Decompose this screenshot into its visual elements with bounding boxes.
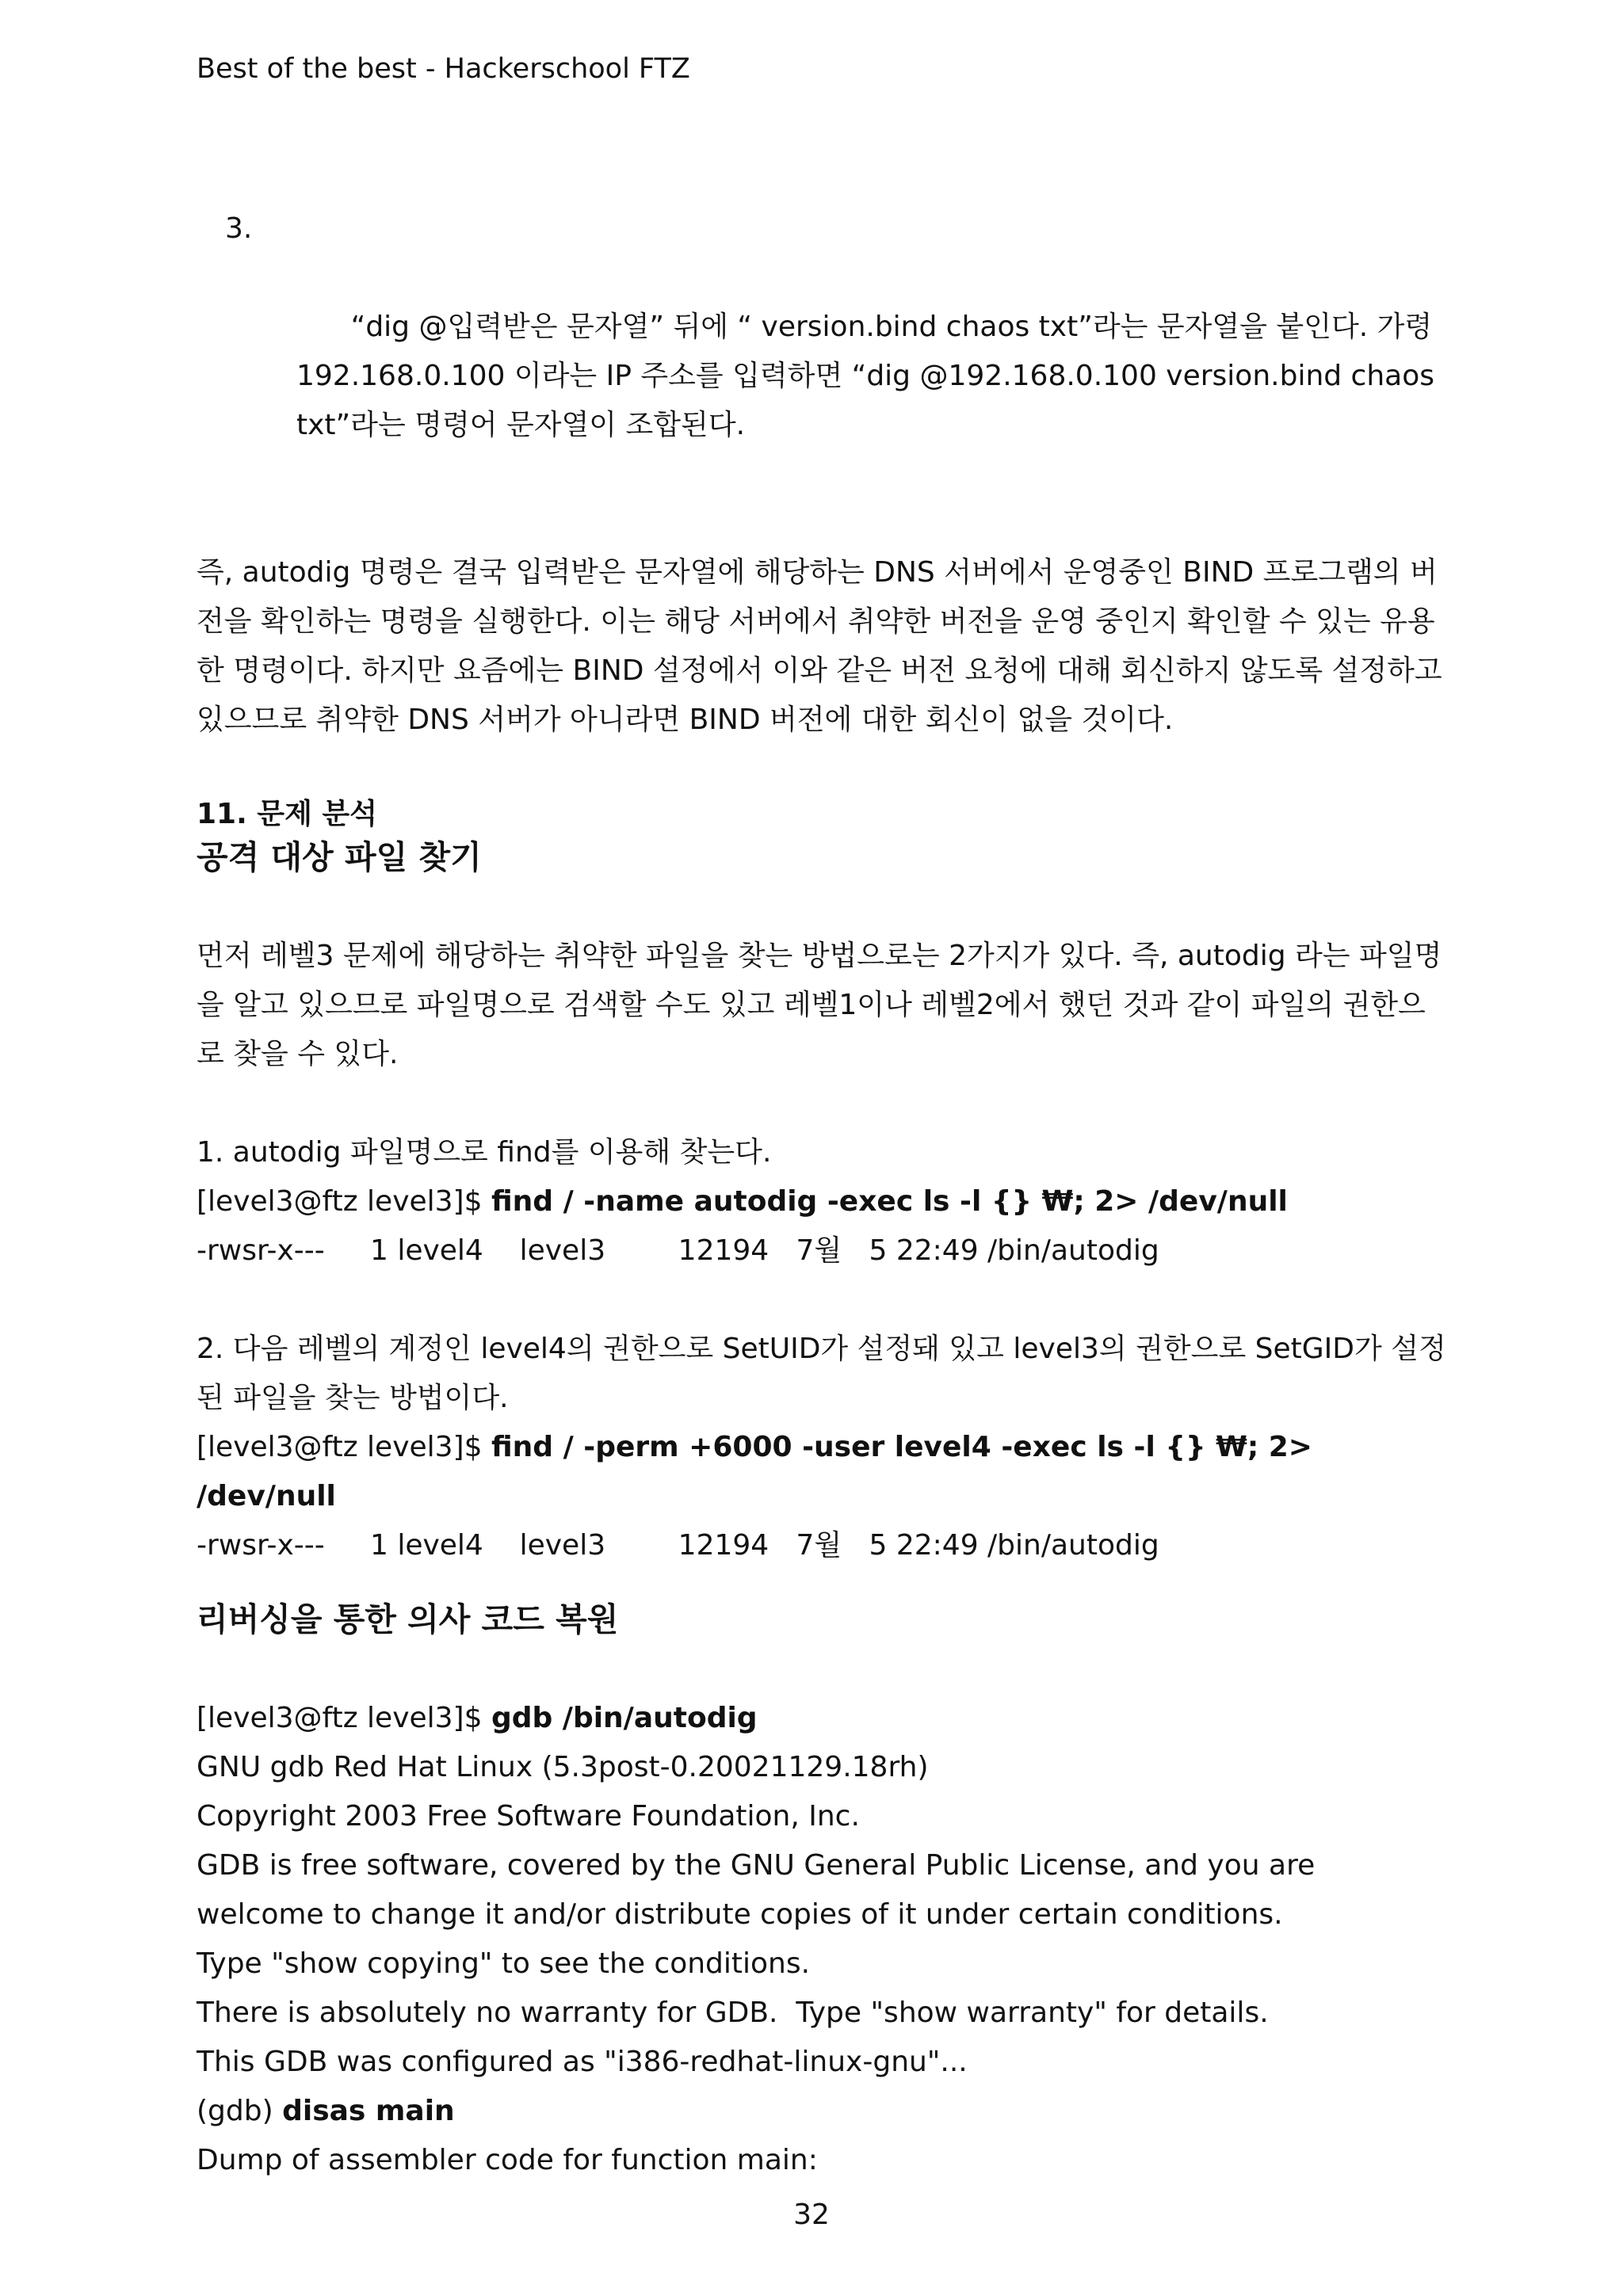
shell-command: find / -name autodig -exec ls -l {} ₩; 2> /dev/null (491, 1185, 1288, 1218)
list-item-text: “dig @입력받은 문자열” 뒤에 “ version.bind chaos txt”라는 문자열을 붙인다. 가령 192.168.0.100 이라는 IP 주소를 입력하면 “dig @192.168.0.100 version.bind chaos txt”라는 명령어 문자열이 조합된다. (296, 311, 1444, 441)
gdb-output-line: Dump of assembler code for function main: (197, 2144, 818, 2176)
method1-command-line (197, 1177, 1449, 1226)
gdb-output-line: Type "show copying" to see the conditions. (197, 1947, 811, 1980)
shell-prompt: [level3@ftz level3]$ (197, 1431, 491, 1463)
method2-command-line (197, 1423, 1449, 1521)
gdb-output-line: There is absolutely no warranty for GDB. Type "show warranty" for details. (197, 1997, 1269, 2029)
gdb-prompt: (gdb) (197, 2095, 283, 2127)
section-heading-reversing: 리버싱을 통한 의사 코드 복원 (197, 1600, 619, 1638)
gdb-command-line (197, 1694, 1449, 1743)
method1-output: -rwsr-x--- 1 level4 level3 12194 7월 5 22:49 /bin/autodig (197, 1234, 1159, 1267)
shell-command: gdb /bin/autodig (491, 1702, 758, 1734)
gdb-output-line: GDB is free software, covered by the GNU General Public License, and you are (197, 1849, 1316, 1882)
method1-title: 1. autodig 파일명으로 find를 이용해 찾는다. (197, 1136, 772, 1169)
gdb-output-line: welcome to change it and/or distribute copies of it under certain conditions. (197, 1898, 1283, 1931)
list-item-number: 3. (225, 212, 253, 245)
paragraph-intro: 먼저 레벨3 문제에 해당하는 취약한 파일을 찾는 방법으로는 2가지가 있다. 즉, autodig 라는 파일명을 알고 있으므로 파일명으로 검색할 수도 있고 레벨1이나 레벨2에서 했던 것과 같이 파일의 권한으로 찾을 수 있다. (197, 940, 1442, 1070)
list-item-3 (197, 204, 1449, 499)
page-body (197, 204, 1452, 2185)
gdb-output-line: This GDB was configured as "i386-redhat-linux-gnu"... (197, 2046, 968, 2078)
shell-command: find / -perm +6000 -user level4 -exec ls -l {} ₩; 2> /dev/null (197, 1431, 1323, 1512)
method2-title: 2. 다음 레벨의 계정인 level4의 권한으로 SetUID가 설정돼 있고 level3의 권한으로 SetGID가 설정된 파일을 찾는 방법이다. (197, 1333, 1446, 1414)
shell-prompt: [level3@ftz level3]$ (197, 1702, 491, 1734)
gdb-command: disas main (282, 2095, 455, 2127)
page-number: 32 (793, 2199, 830, 2231)
gdb-output-line: Copyright 2003 Free Software Foundation, Inc. (197, 1800, 860, 1833)
gdb-output-line: GNU gdb Red Hat Linux (5.3post-0.20021129.18rh) (197, 1751, 929, 1783)
section-subheading: 공격 대상 파일 찾기 (197, 838, 482, 876)
gdb-disas-command-line (197, 2087, 1449, 2136)
shell-prompt: [level3@ftz level3]$ (197, 1185, 491, 1218)
paragraph-autodig-explanation: 즉, autodig 명령은 결국 입력받은 문자열에 해당하는 DNS 서버에서 운영중인 BIND 프로그램의 버전을 확인하는 명령을 실행한다. 이는 해당 서버에서 취약한 버전을 운영 중인지 확인할 수 있는 유용한 명령이다. 하지만 요즘에는 BIND 설정에서 이와 같은 버전 요청에 대해 회신하지 않도록 설정하고 있으므로 취약한 DNS 서버가 아니라면 BIND 버전에 대한 회신이 없을 것이다. (197, 556, 1452, 736)
section-heading: 11. 문제 분석 (197, 798, 377, 830)
running-header: Best of the best - Hackerschool FTZ (197, 53, 690, 85)
method2-output: -rwsr-x--- 1 level4 level3 12194 7월 5 22:49 /bin/autodig (197, 1529, 1159, 1562)
